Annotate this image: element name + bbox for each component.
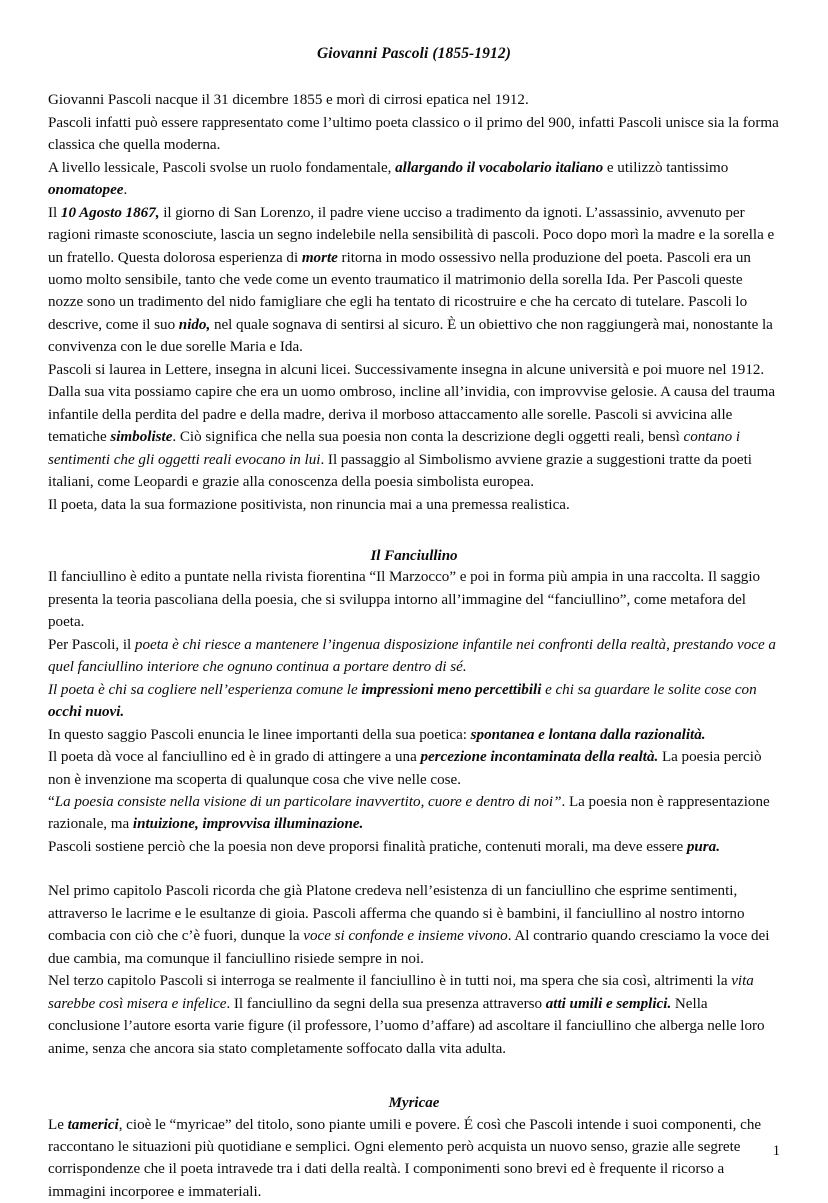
emphasis-run: contano i sentimenti che gli oggetti reali evocano in lui	[48, 429, 740, 467]
emphasis-run: e chi sa guardare le solite cose con	[541, 682, 756, 698]
paragraph: Il poeta dà voce al fanciullino ed è in grado di attingere a una percezione incontaminata della realtà. La poesia perciò non è invenzione ma scoperta di qualunque cosa che vive nelle cose.	[48, 746, 780, 791]
section-il-fanciullino	[48, 547, 780, 1060]
emphasis-run: voce si confonde e insieme vivono	[303, 928, 507, 944]
emphasis-run: intuizione, improvvisa illuminazione.	[133, 816, 363, 832]
paragraph: Giovanni Pascoli nacque il 31 dicembre 1855 e morì di cirrosi epatica nel 1912.	[48, 89, 780, 111]
paragraph: Il fanciullino è edito a puntate nella rivista fiorentina “Il Marzocco” e poi in forma più ampia in una raccolta. Il saggio presenta la teoria pascoliana della poesia, che si sviluppa intorno all’immagine del “fanciullino”, come metafora del poeta.	[48, 566, 780, 633]
section-heading-myricae: Myricae	[48, 1094, 780, 1114]
paragraph: Le tamerici, cioè le “myricae” del titolo, sono piante umili e povere. É così che Pascoli intende i suoi componenti, che raccontano le situazioni più quotidiane e semplici. Ogni elemento però acquista un nuovo senso, grazie alle segrete corrispondenze che il poeta intravede tra i dati della realtà. I componimenti sono brevi ed è frequente il ricorso a immagini incorporee e immateriali.	[48, 1114, 780, 1203]
emphasis-run: 10 Agosto 1867,	[61, 205, 160, 221]
emphasis-run: vita sarebbe così misera e infelice	[48, 973, 754, 1011]
document-body	[48, 44, 780, 1203]
emphasis-run: spontanea e lontana dalla razionalità.	[471, 727, 706, 743]
paragraph: Il 10 Agosto 1867, il giorno di San Lorenzo, il padre viene ucciso a tradimento da ignoti. L’assassinio, avvenuto per ragioni rimaste sconosciute, lascia un segno indelebile nella sensibilità di pascoli. Poco dopo morì la madre e la sorella e un fratello. Questa dolorosa esperienza di morte ritorna in modo ossessivo nella produzione del poeta. Pascoli era un uomo molto sensibile, tanto che vede come un evento traumatico il matrimonio della sorella Ida. Per Pascoli queste nozze sono un tradimento del nido famigliare che egli ha tentato di ricostruire e che ha cercato di tutelare. Pascoli lo descrive, come il suo nido, nel quale sognava di sentirsi al sicuro. È un obiettivo che non raggiungerà mai, nonostante la convivenza con le due sorelle Maria e Ida.	[48, 202, 780, 359]
emphasis-run: simboliste	[110, 429, 172, 445]
emphasis-run: onomatopee	[48, 182, 123, 198]
paragraph: Pascoli infatti può essere rappresentato come l’ultimo poeta classico o il primo del 900, infatti Pascoli unisce sia la forma classica che quella moderna.	[48, 112, 780, 157]
paragraph: Il poeta, data la sua formazione positivista, non rinuncia mai a una premessa realistica.	[48, 494, 780, 516]
emphasis-run: occhi nuovi.	[48, 704, 124, 720]
emphasis-run: La poesia consiste nella visione di un particolare inavvertito, cuore e dentro di noi”	[55, 794, 562, 810]
paragraph: In questo saggio Pascoli enuncia le linee importanti della sua poetica: spontanea e lontana dalla razionalità.	[48, 724, 780, 746]
emphasis-run: percezione incontaminata della realtà.	[420, 749, 658, 765]
paragraph: Per Pascoli, il poeta è chi riesce a mantenere l’ingenua disposizione infantile nei confronti della realtà, prestando voce a quel fanciullino interiore che ognuno continua a portare dentro di sé.	[48, 634, 780, 679]
paragraph-spacer	[48, 858, 780, 880]
section-heading-il-fanciullino: Il Fanciullino	[48, 547, 780, 567]
emphasis-run: atti umili e semplici.	[546, 996, 671, 1012]
paragraph: “La poesia consiste nella visione di un particolare inavvertito, cuore e dentro di noi”. La poesia non è rappresentazione razionale, ma intuizione, improvvisa illuminazione.	[48, 791, 780, 836]
section-intro	[48, 89, 780, 516]
emphasis-run: Il poeta è chi sa cogliere nell’esperienza comune le	[48, 682, 361, 698]
paragraph: Pascoli sostiene perciò che la poesia non deve proporsi finalità pratiche, contenuti morali, ma deve essere pura.	[48, 836, 780, 858]
emphasis-run: allargando il vocabolario italiano	[395, 160, 603, 176]
section-spacer	[48, 1060, 780, 1094]
section-spacer	[48, 516, 780, 547]
page-number: 1	[48, 1144, 780, 1159]
page-title: Giovanni Pascoli (1855-1912)	[48, 44, 780, 63]
paragraph	[48, 679, 780, 724]
emphasis-run: nido,	[179, 317, 210, 333]
emphasis-run: poeta è chi riesce a mantenere l’ingenua disposizione infantile nei confronti della realtà, prestando voce a quel fanciullino interiore che ognuno continua a portare dentro di sé.	[48, 637, 776, 675]
emphasis-run: morte	[302, 250, 338, 266]
emphasis-run: pura.	[687, 839, 720, 855]
emphasis-run: tamerici	[68, 1117, 119, 1133]
emphasis-run: impressioni meno percettibili	[361, 682, 541, 698]
paragraph: Nel primo capitolo Pascoli ricorda che già Platone credeva nell’esistenza di un fanciullino che esprime sentimenti, attraverso le lacrime e le esultanze di gioia. Pascoli afferma che quando si è bambini, il fanciullino al nostro intorno combacia con ciò che c’è fuori, dunque la voce si confonde e insieme vivono. Al contrario quando cresciamo la voce dei due cambia, ma comunque il fanciullino risiede sempre in noi.	[48, 880, 780, 970]
paragraph: Nel terzo capitolo Pascoli si interroga se realmente il fanciullino è in tutti noi, ma spera che sia così, altrimenti la vita sarebbe così misera e infelice. Il fanciullino da segni della sua presenza attraverso atti umili e semplici. Nella conclusione l’autore esorta varie figure (il professore, l’uomo d’affare) ad ascoltare il fanciullino che alberga nelle loro anime, senza che ancora sia stato completamente soffocato dalla vita adulta.	[48, 970, 780, 1060]
paragraph: A livello lessicale, Pascoli svolse un ruolo fondamentale, allargando il vocabolario italiano e utilizzò tantissimo onomatopee.	[48, 157, 780, 202]
paragraph: Pascoli si laurea in Lettere, insegna in alcuni licei. Successivamente insegna in alcune università e poi muore nel 1912. Dalla sua vita possiamo capire che era un uomo ombroso, incline all’invidia, con improvvise gelosie. A causa del trauma infantile della perdita del padre e della madre, deriva il morboso attaccamento alle sorelle. Pascoli si avvicina alle tematiche simboliste. Ciò significa che nella sua poesia non conta la descrizione degli oggetti reali, bensì contano i sentimenti che gli oggetti reali evocano in lui. Il passaggio al Simbolismo avviene grazie a suggestioni tratte da poeti italiani, come Leopardi e grazie alla conoscenza della poesia simbolista europea.	[48, 359, 780, 494]
